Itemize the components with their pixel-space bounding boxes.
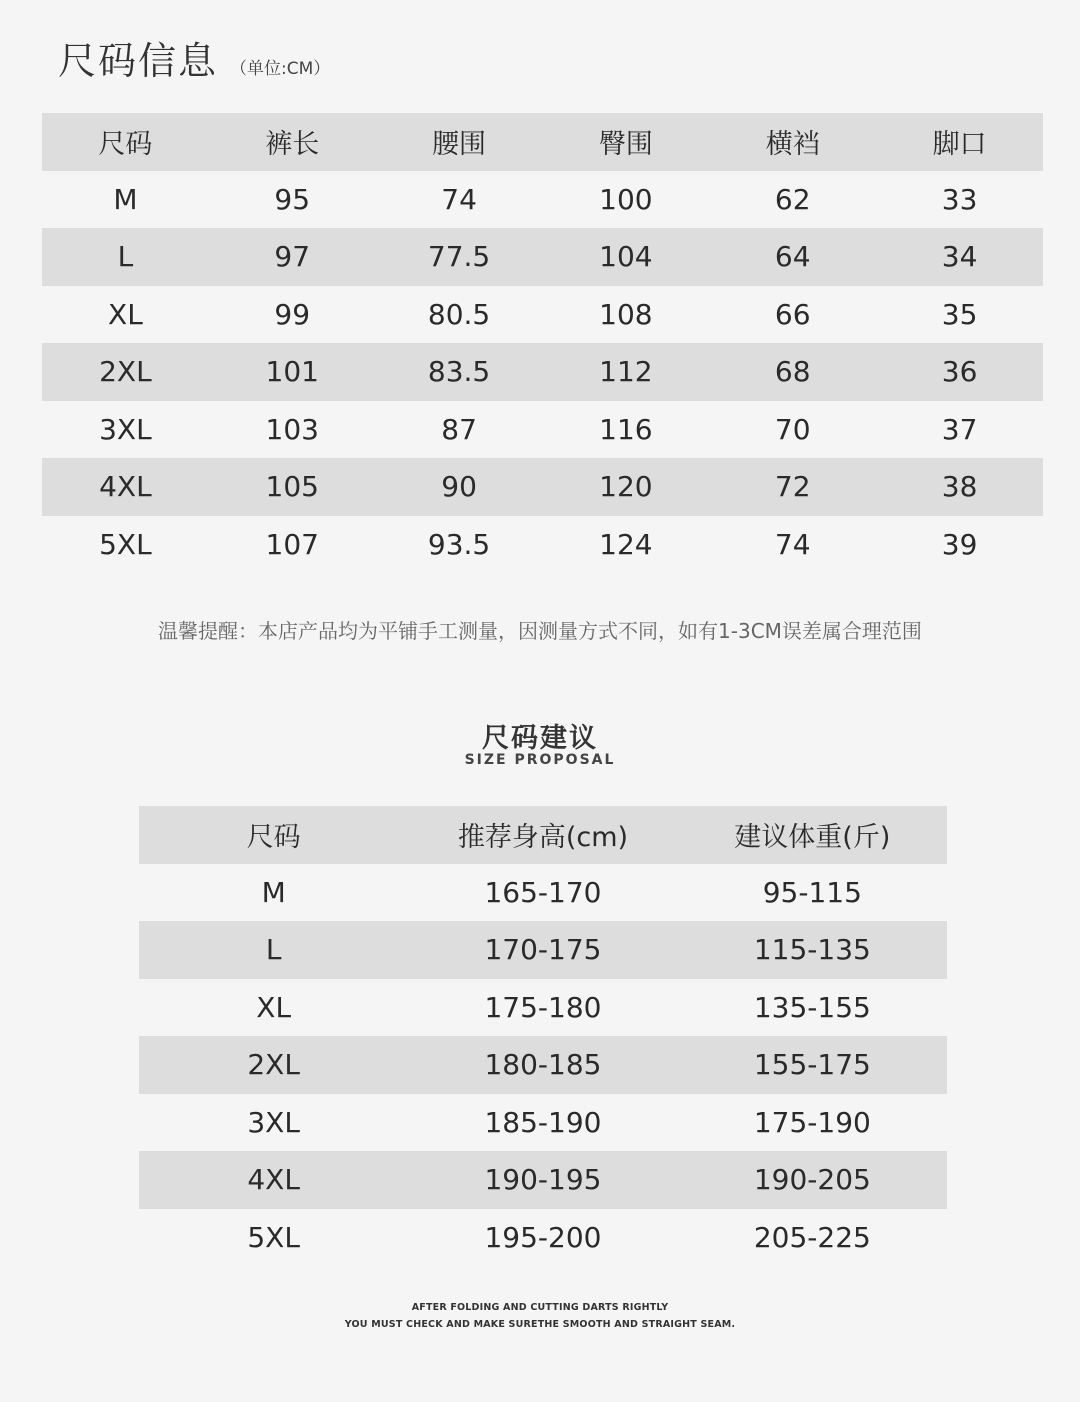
table-cell: 87 [441, 412, 477, 446]
table-cell: 155-175 [753, 1048, 871, 1082]
page-title: 尺码信息 [58, 39, 219, 83]
table-cell: 97 [274, 240, 311, 274]
table-cell: 170-175 [484, 933, 602, 967]
table-cell: 2XL [247, 1048, 300, 1082]
table-cell: 93.5 [427, 527, 491, 561]
table-cell: 38 [941, 470, 978, 504]
table-cell: 120 [599, 470, 653, 504]
table-cell: 4XL [99, 470, 152, 504]
table-cell: 99 [274, 297, 311, 331]
table-cell: 74 [441, 182, 477, 216]
table-row [42, 286, 1043, 344]
column-header: 尺码 [98, 129, 153, 161]
table-cell: 115-135 [753, 933, 871, 967]
table-cell: XL [256, 990, 292, 1024]
table-cell: XL [108, 297, 143, 331]
table-cell: 101 [265, 355, 319, 389]
table-cell: 175-180 [484, 990, 602, 1024]
column-header: 横裆 [765, 129, 820, 161]
table-cell: 74 [774, 527, 811, 561]
table-cell: 165-170 [484, 875, 602, 909]
table-cell: L [117, 240, 134, 274]
table-cell: 190-205 [753, 1163, 871, 1197]
table-cell: 116 [599, 412, 653, 446]
table-cell: 3XL [99, 412, 152, 446]
column-header: 腰围 [432, 129, 487, 161]
table-cell: 36 [941, 355, 978, 389]
header [58, 30, 330, 85]
table-cell: 33 [941, 182, 978, 216]
table-row [42, 458, 1043, 516]
table-cell: 77.5 [427, 240, 491, 274]
table-cell: 104 [599, 240, 653, 274]
table-cell: 90 [441, 470, 477, 504]
table-row [139, 979, 947, 1037]
table-cell: 34 [941, 240, 978, 274]
table-cell: 39 [941, 527, 978, 561]
table-cell: 180-185 [484, 1048, 602, 1082]
column-header: 臀围 [598, 129, 653, 161]
table-cell: 107 [265, 527, 319, 561]
table-cell: 5XL [99, 527, 152, 561]
table-cell: 175-190 [753, 1105, 871, 1139]
table-row [42, 228, 1043, 286]
table-cell: M [261, 875, 286, 909]
table-cell: 95 [274, 182, 311, 216]
table-row [139, 1036, 947, 1094]
table-row [139, 1094, 947, 1152]
table-cell: 68 [774, 355, 811, 389]
size-info-table [42, 113, 1043, 573]
table-cell: 66 [774, 297, 811, 331]
table-cell: 112 [599, 355, 653, 389]
table-cell: 2XL [99, 355, 152, 389]
table-row [139, 921, 947, 979]
table-row [42, 516, 1043, 574]
column-header: 裤长 [265, 129, 320, 161]
table-cell: 105 [265, 470, 319, 504]
table-row [139, 864, 947, 922]
table-cell: 100 [599, 182, 653, 216]
measurement-note: 温馨提醒：本店产品均为平铺手工测量，因测量方式不同，如有1-3CM误差属合理范围 [158, 619, 922, 643]
column-header: 推荐身高(cm) [457, 822, 629, 854]
proposal-title: 尺码建议 [482, 723, 598, 754]
table-cell: 70 [774, 412, 811, 446]
table-row [139, 1209, 947, 1267]
table-cell: 103 [265, 412, 319, 446]
table-cell: 135-155 [753, 990, 871, 1024]
table-cell: 37 [941, 412, 978, 446]
column-header: 尺码 [246, 822, 301, 854]
table-cell: 72 [774, 470, 811, 504]
table-cell: 195-200 [484, 1220, 602, 1254]
table-cell: 35 [941, 297, 978, 331]
table-row [42, 401, 1043, 459]
size-proposal-table [139, 806, 947, 1266]
column-header: 脚口 [932, 129, 987, 161]
table-row [42, 171, 1043, 229]
table-cell: 185-190 [484, 1105, 602, 1139]
table-cell: 4XL [247, 1163, 300, 1197]
table-cell: M [113, 182, 138, 216]
table-cell: 108 [599, 297, 653, 331]
table-cell: 80.5 [427, 297, 491, 331]
table-cell: 83.5 [427, 355, 491, 389]
unit-label: （单位:CM） [230, 59, 331, 79]
footer-line-1: AFTER FOLDING AND CUTTING DARTS RIGHTLY [411, 1302, 669, 1313]
table-cell: 64 [774, 240, 811, 274]
table-header-row [139, 806, 947, 864]
table-cell: 95-115 [762, 875, 862, 909]
table-cell: 124 [599, 527, 653, 561]
table-row [42, 343, 1043, 401]
table-cell: L [265, 933, 282, 967]
table-cell: 62 [774, 182, 811, 216]
footer-line-2: YOU MUST CHECK AND MAKE SURETHE SMOOTH AND STRAIGHT SEAM. [344, 1319, 736, 1330]
table-cell: 190-195 [484, 1163, 602, 1197]
table-cell: 3XL [247, 1105, 300, 1139]
proposal-subtitle: SIZE PROPOSAL [464, 752, 616, 768]
table-cell: 205-225 [753, 1220, 871, 1254]
table-row [139, 1151, 947, 1209]
table-cell: 5XL [247, 1220, 300, 1254]
column-header: 建议体重(斤) [734, 822, 891, 854]
table-header-row [42, 113, 1043, 171]
